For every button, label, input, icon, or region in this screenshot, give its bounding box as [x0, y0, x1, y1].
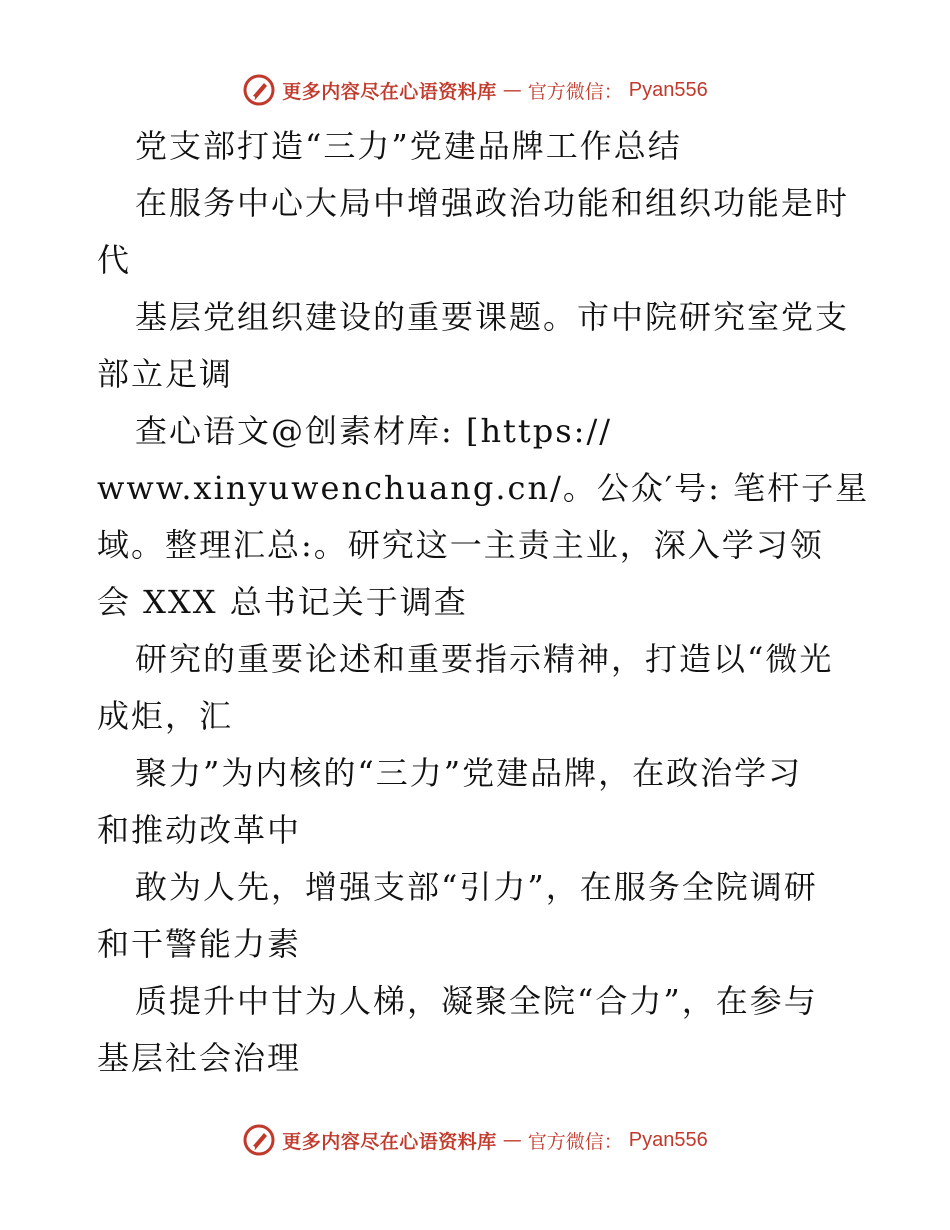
paragraph-line: www.xinyuwenchuang.cn/。公众′号: 笔杆子星 [97, 469, 870, 507]
paragraph-line: 研究的重要论述和重要指示精神，打造以“微光 [135, 640, 834, 678]
paragraph-line: 质提升中甘为人梯，凝聚全院“合力”，在参与 [135, 982, 818, 1020]
paragraph-line: 和推动改革中 [97, 811, 302, 849]
footer-banner-separator: — [502, 1129, 522, 1151]
paragraph-line: 代 [97, 241, 132, 279]
footer-banner-text: 更多内容尽在心语资料库 [282, 1130, 497, 1153]
paragraph-line: 域。整理汇总:。研究这一主责主业，深入学习领 [97, 526, 824, 564]
footer-wechat-id: Pyan556 [628, 1128, 708, 1151]
paragraph-line: 成炬，汇 [97, 697, 234, 735]
header-wechat-id: Pyan556 [628, 78, 708, 101]
paragraph-line: 聚力”为内核的“三力”党建品牌，在政治学习 [135, 754, 803, 792]
pen-logo-icon [242, 1123, 276, 1157]
header-banner [0, 70, 950, 110]
header-banner-separator: — [502, 79, 522, 101]
header-wechat-label: 官方微信： [527, 80, 623, 103]
footer-wechat-label: 官方微信： [527, 1130, 623, 1153]
footer-banner [0, 1120, 950, 1160]
pen-logo-icon [242, 73, 276, 107]
paragraph-line: 部立足调 [97, 355, 234, 393]
paragraph-line: 在服务中心大局中增强政治功能和组织功能是时 [135, 184, 850, 222]
paragraph-line: 基层社会治理 [97, 1039, 302, 1077]
paragraph-line: 敢为人先，增强支部“引力”，在服务全院调研 [135, 868, 818, 906]
document-title: 党支部打造“三力”党建品牌工作总结 [135, 127, 682, 165]
paragraph-line: 基层党组织建设的重要课题。市中院研究室党支 [135, 298, 850, 336]
paragraph-line: 和干警能力素 [97, 925, 302, 963]
header-banner-text: 更多内容尽在心语资料库 [282, 80, 497, 103]
document-body [97, 118, 870, 1087]
paragraph-line: 会 XXX 总书记关于调查 [97, 583, 468, 621]
paragraph-line: 查心语文@创素材库: [https:// [135, 412, 613, 450]
